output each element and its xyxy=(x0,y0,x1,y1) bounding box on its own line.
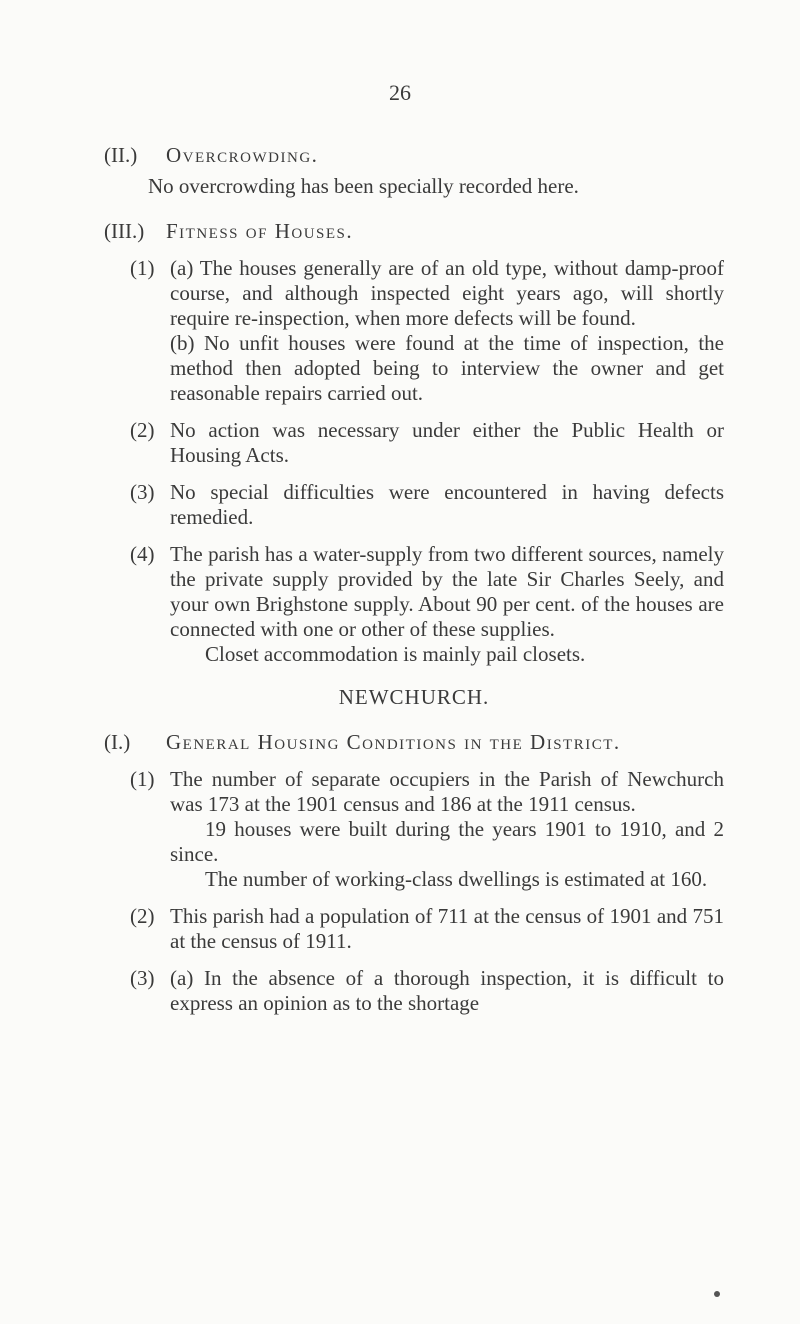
section-heading-general-housing xyxy=(104,730,724,755)
paragraph: (a) In the absence of a thorough inspection, it is difficult to express an opinion as to the shortage xyxy=(170,966,724,1015)
paragraph: 19 houses were built during the years 1901 to 1910, and 2 since. xyxy=(170,817,724,866)
item-number: (1) xyxy=(130,256,155,280)
section-number: (I.) xyxy=(104,730,131,754)
section-title: General Housing Conditions in the District. xyxy=(166,730,621,754)
paragraph: (b) No unfit houses were found at the time of inspection, the method then adopted being to interview the owner and get reasonable repairs carried out. xyxy=(170,331,724,405)
list-item xyxy=(104,904,724,954)
item-number: (2) xyxy=(130,418,155,442)
item-number: (1) xyxy=(130,767,155,791)
page-number: 26 xyxy=(389,80,411,105)
overcrowding-text: No overcrowding has been specially recorded here. xyxy=(148,174,579,198)
paragraph: (a) The houses generally are of an old type, without damp-proof course, and although inspected eight years ago, will shortly require re-inspection, when more defects will be found. xyxy=(170,256,724,330)
list-item xyxy=(104,256,724,406)
list-item xyxy=(104,966,724,1016)
paragraph: The number of working-class dwellings is estimated at 160. xyxy=(205,867,708,891)
section-heading-overcrowding xyxy=(104,143,724,168)
list-item xyxy=(104,418,724,468)
paragraph: The parish has a water-supply from two different sources, namely the private supply provided by the late Sir Charles Seely, and your own Brighstone supply. About 90 per cent. of the houses are connected with one or other of these supplies. xyxy=(170,542,724,641)
paragraph: No action was necessary under either the Public Health or Housing Acts. xyxy=(170,418,724,467)
page-body xyxy=(104,143,724,1016)
list-item xyxy=(104,542,724,667)
item-number: (3) xyxy=(130,480,155,504)
section-heading-fitness xyxy=(104,219,724,244)
list-item xyxy=(104,480,724,530)
item-number: (2) xyxy=(130,904,155,928)
paragraph: No special difficulties were encountered in having defects remedied. xyxy=(170,480,724,529)
parish-heading: NEWCHURCH. xyxy=(338,685,490,709)
section-title: Overcrowding. xyxy=(166,143,319,167)
list-item xyxy=(104,767,724,892)
paragraph: The number of separate occupiers in the Parish of Newchurch was 173 at the 1901 census and 186 at the 1911 census. xyxy=(170,767,724,816)
section-number: (III.) xyxy=(104,219,145,243)
item-number: (4) xyxy=(130,542,155,566)
section-title: Fitness of Houses. xyxy=(166,219,354,243)
paragraph: Closet accommodation is mainly pail closets. xyxy=(205,642,586,666)
paragraph: This parish had a population of 711 at the census of 1901 and 751 at the census of 1911. xyxy=(170,904,724,953)
section-number: (II.) xyxy=(104,143,138,167)
ink-dot xyxy=(714,1291,720,1297)
item-number: (3) xyxy=(130,966,155,990)
